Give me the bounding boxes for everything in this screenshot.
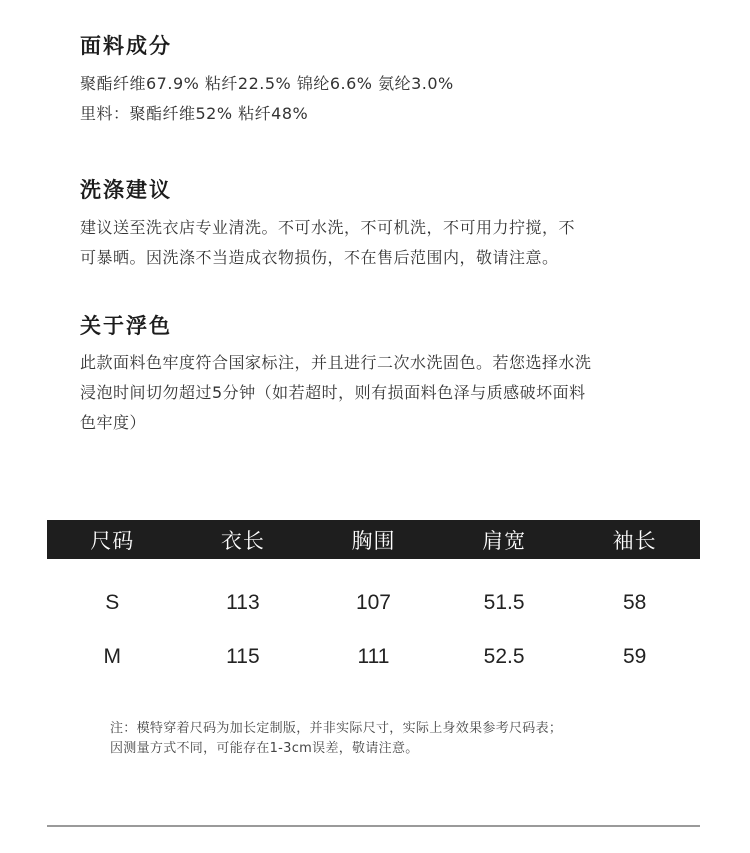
cell-length: 115 (226, 645, 260, 668)
header-bust: 胸围 (351, 528, 396, 553)
note-line-2: 因测量方式不同，可能存在1-3cm误差，敬请注意。 (110, 741, 419, 756)
cell-bust: 107 (355, 591, 391, 614)
header-shoulder: 肩宽 (482, 528, 527, 553)
cell-shoulder: 51.5 (483, 591, 525, 614)
fading-text (80, 348, 700, 438)
fading-title: 关于浮色 (80, 314, 172, 338)
fabric-title: 面料成分 (80, 34, 172, 58)
fabric-lining-composition: 里料：聚酯纤维52% 粘纤48% (80, 104, 309, 123)
fading-line-3: 色牢度） (80, 413, 147, 432)
header-length: 衣长 (220, 528, 265, 553)
header-sleeve: 袖长 (612, 528, 657, 553)
fabric-section (80, 32, 700, 129)
cell-sleeve: 59 (622, 645, 647, 668)
cell-bust: 111 (357, 645, 390, 668)
size-note (110, 719, 670, 759)
size-table (47, 520, 700, 684)
washing-line-2: 可暴晒。因洗涤不当造成衣物损伤，不在售后范围内，敬请注意。 (80, 248, 559, 267)
washing-text (80, 213, 700, 273)
table-row (47, 576, 700, 630)
cell-size: S (105, 591, 120, 614)
cell-sleeve: 58 (622, 591, 647, 614)
washing-title: 洗涤建议 (80, 178, 172, 202)
cell-size: M (103, 645, 122, 668)
fading-section (80, 312, 700, 438)
size-table-body (47, 576, 700, 684)
cell-length: 113 (226, 591, 260, 614)
table-row (47, 630, 700, 684)
note-line-1: 注：模特穿着尺码为加长定制版，并非实际尺寸，实际上身效果参考尺码表； (110, 721, 563, 736)
washing-section (80, 176, 700, 273)
fabric-outer-composition: 聚酯纤维67.9% 粘纤22.5% 锦纶6.6% 氨纶3.0% (80, 74, 454, 93)
fading-line-1: 此款面料色牢度符合国家标注，并且进行二次水洗固色。若您选择水洗 (80, 353, 592, 372)
fading-line-2: 浸泡时间切勿超过5分钟（如若超时，则有损面料色泽与质感破坏面料 (80, 383, 586, 402)
size-table-header (47, 520, 700, 559)
bottom-divider (47, 825, 700, 827)
header-size: 尺码 (90, 528, 135, 553)
cell-shoulder: 52.5 (483, 645, 525, 668)
washing-line-1: 建议送至洗衣店专业清洗。不可水洗，不可机洗，不可用力拧搅，不 (80, 218, 576, 237)
